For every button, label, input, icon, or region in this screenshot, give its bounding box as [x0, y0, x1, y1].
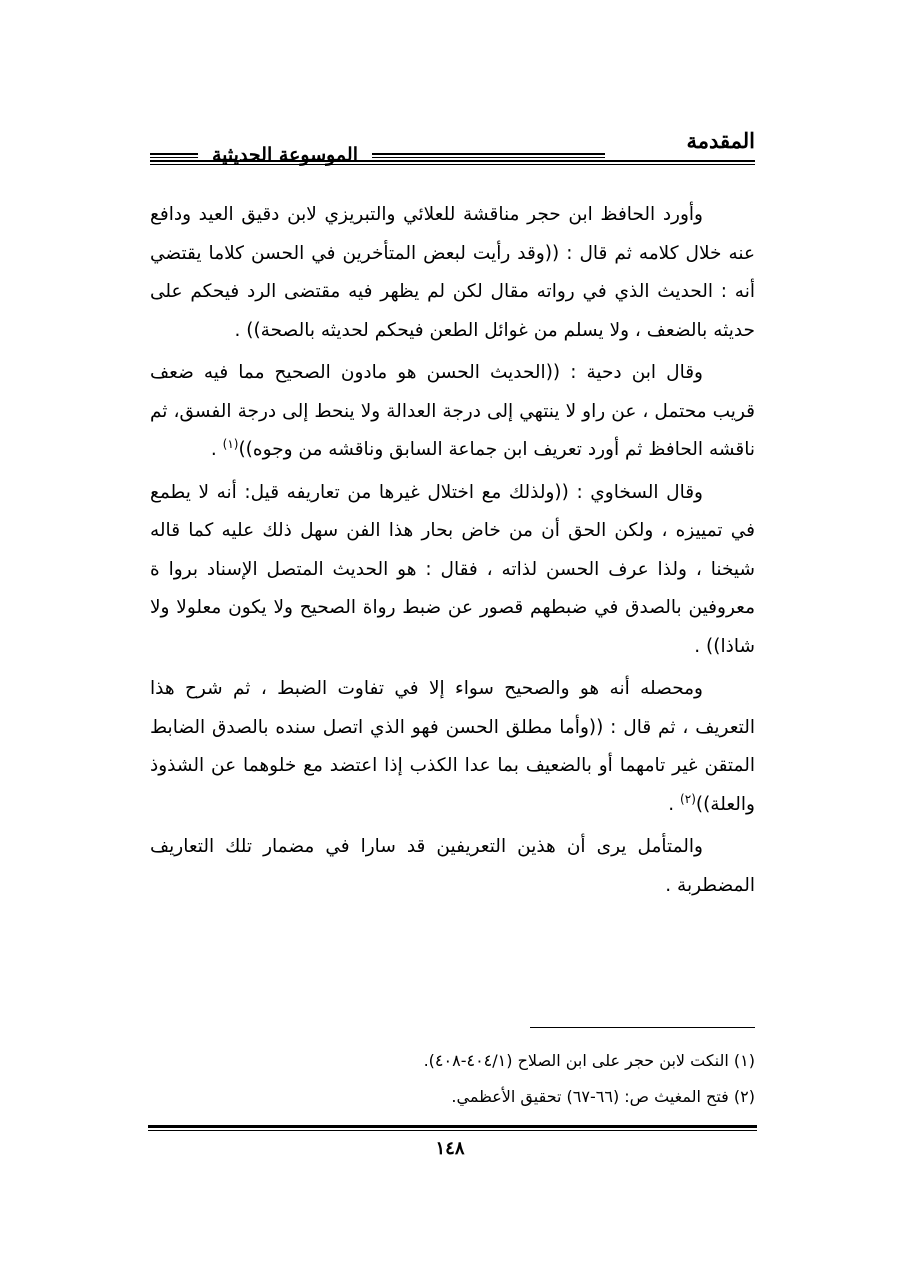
chapter-title: المقدمة: [686, 128, 755, 153]
paragraph-2: [150, 354, 755, 470]
paragraph-1: وأورد الحافظ ابن حجر مناقشة للعلائي والتبريزي لابن دقيق العيد ودافع عنه خلال كلامه ثم قال : ((وقد رأيت لبعض المتأخرين في الحسن كلاما يقتضي أنه : الحديث الذي في رواته مقال لكن لم يظهر فيه مقتضى الرد فيحكم على حديثه بالضعف ، ولا يسلم من غوائل الطعن فيحكم لحديثه بالصحة)) .: [150, 204, 755, 341]
page-number: ١٤٨: [435, 1138, 465, 1159]
paragraph-4-text: ومحصله أنه هو والصحيح سواء إلا في تفاوت الضبط ، ثم شرح هذا التعريف ، ثم قال : ((وأما مطلق الحسن فهو الذي اتصل سنده بالصدق الضابط المتقن غير تامهما أو بالضعيف بما عدا الكذب إذا اعتضد مع خلوهما عن الشذوذ والعلة)): [150, 678, 755, 815]
footnote-separator: [530, 1027, 755, 1028]
paragraph-2-text: وقال ابن دحية : ((الحديث الحسن هو مادون الصحيح مما فيه ضعف قريب محتمل ، عن راو لا ينتهي إلى درجة العدالة ولا ينحط إلى درجة الفسق، ثم ناقشه الحافظ ثم أورد تعريف ابن جماعة السابق وناقشه من وجوه)): [150, 362, 755, 460]
footer-rule: [148, 1125, 757, 1131]
running-title-rule-left: [150, 153, 198, 158]
footnote-2: (٢) فتح المغيث ص: (٦٦-٦٧) تحقيق الأعظمي.: [451, 1087, 755, 1106]
paragraph-5: والمتأمل يرى أن هذين التعريفين قد سارا في مضمار تلك التعاريف المضطربة .: [150, 836, 755, 896]
paragraph-4: [150, 670, 755, 824]
paragraph-2-end: .: [210, 439, 217, 460]
footnotes: [150, 1043, 755, 1115]
paragraph-4-end: .: [668, 793, 675, 815]
running-title-block: [150, 142, 605, 168]
body-text: [150, 196, 755, 909]
running-title-rule-right: [372, 153, 605, 158]
running-title: الموسوعة الحديثية: [212, 144, 358, 166]
paragraph-3: وقال السخاوي : ((ولذلك مع اختلال غيرها من تعاريفه قيل: أنه لا يطمع في تمييزه ، ولكن الحق أن من خاض بحار هذا الفن سهل ذلك عليه كما قاله شيخنا ، ولذا عرف الحسن لذاته ، فقال : هو الحديث المتصل الإسناد بروا ة معروفين بالصدق في ضبطهم قصور عن ضبط رواة الصحيح ولا يكون معلولا ولا شاذا)) .: [150, 481, 755, 657]
page-header: [150, 128, 755, 174]
footnote-ref-1[interactable]: (١): [222, 436, 239, 451]
footnote-ref-2[interactable]: (٢): [680, 791, 696, 806]
footnote-1: (١) النكت لابن حجر على ابن الصلاح (٤٠٤/١-٤٠٨).: [423, 1051, 755, 1070]
